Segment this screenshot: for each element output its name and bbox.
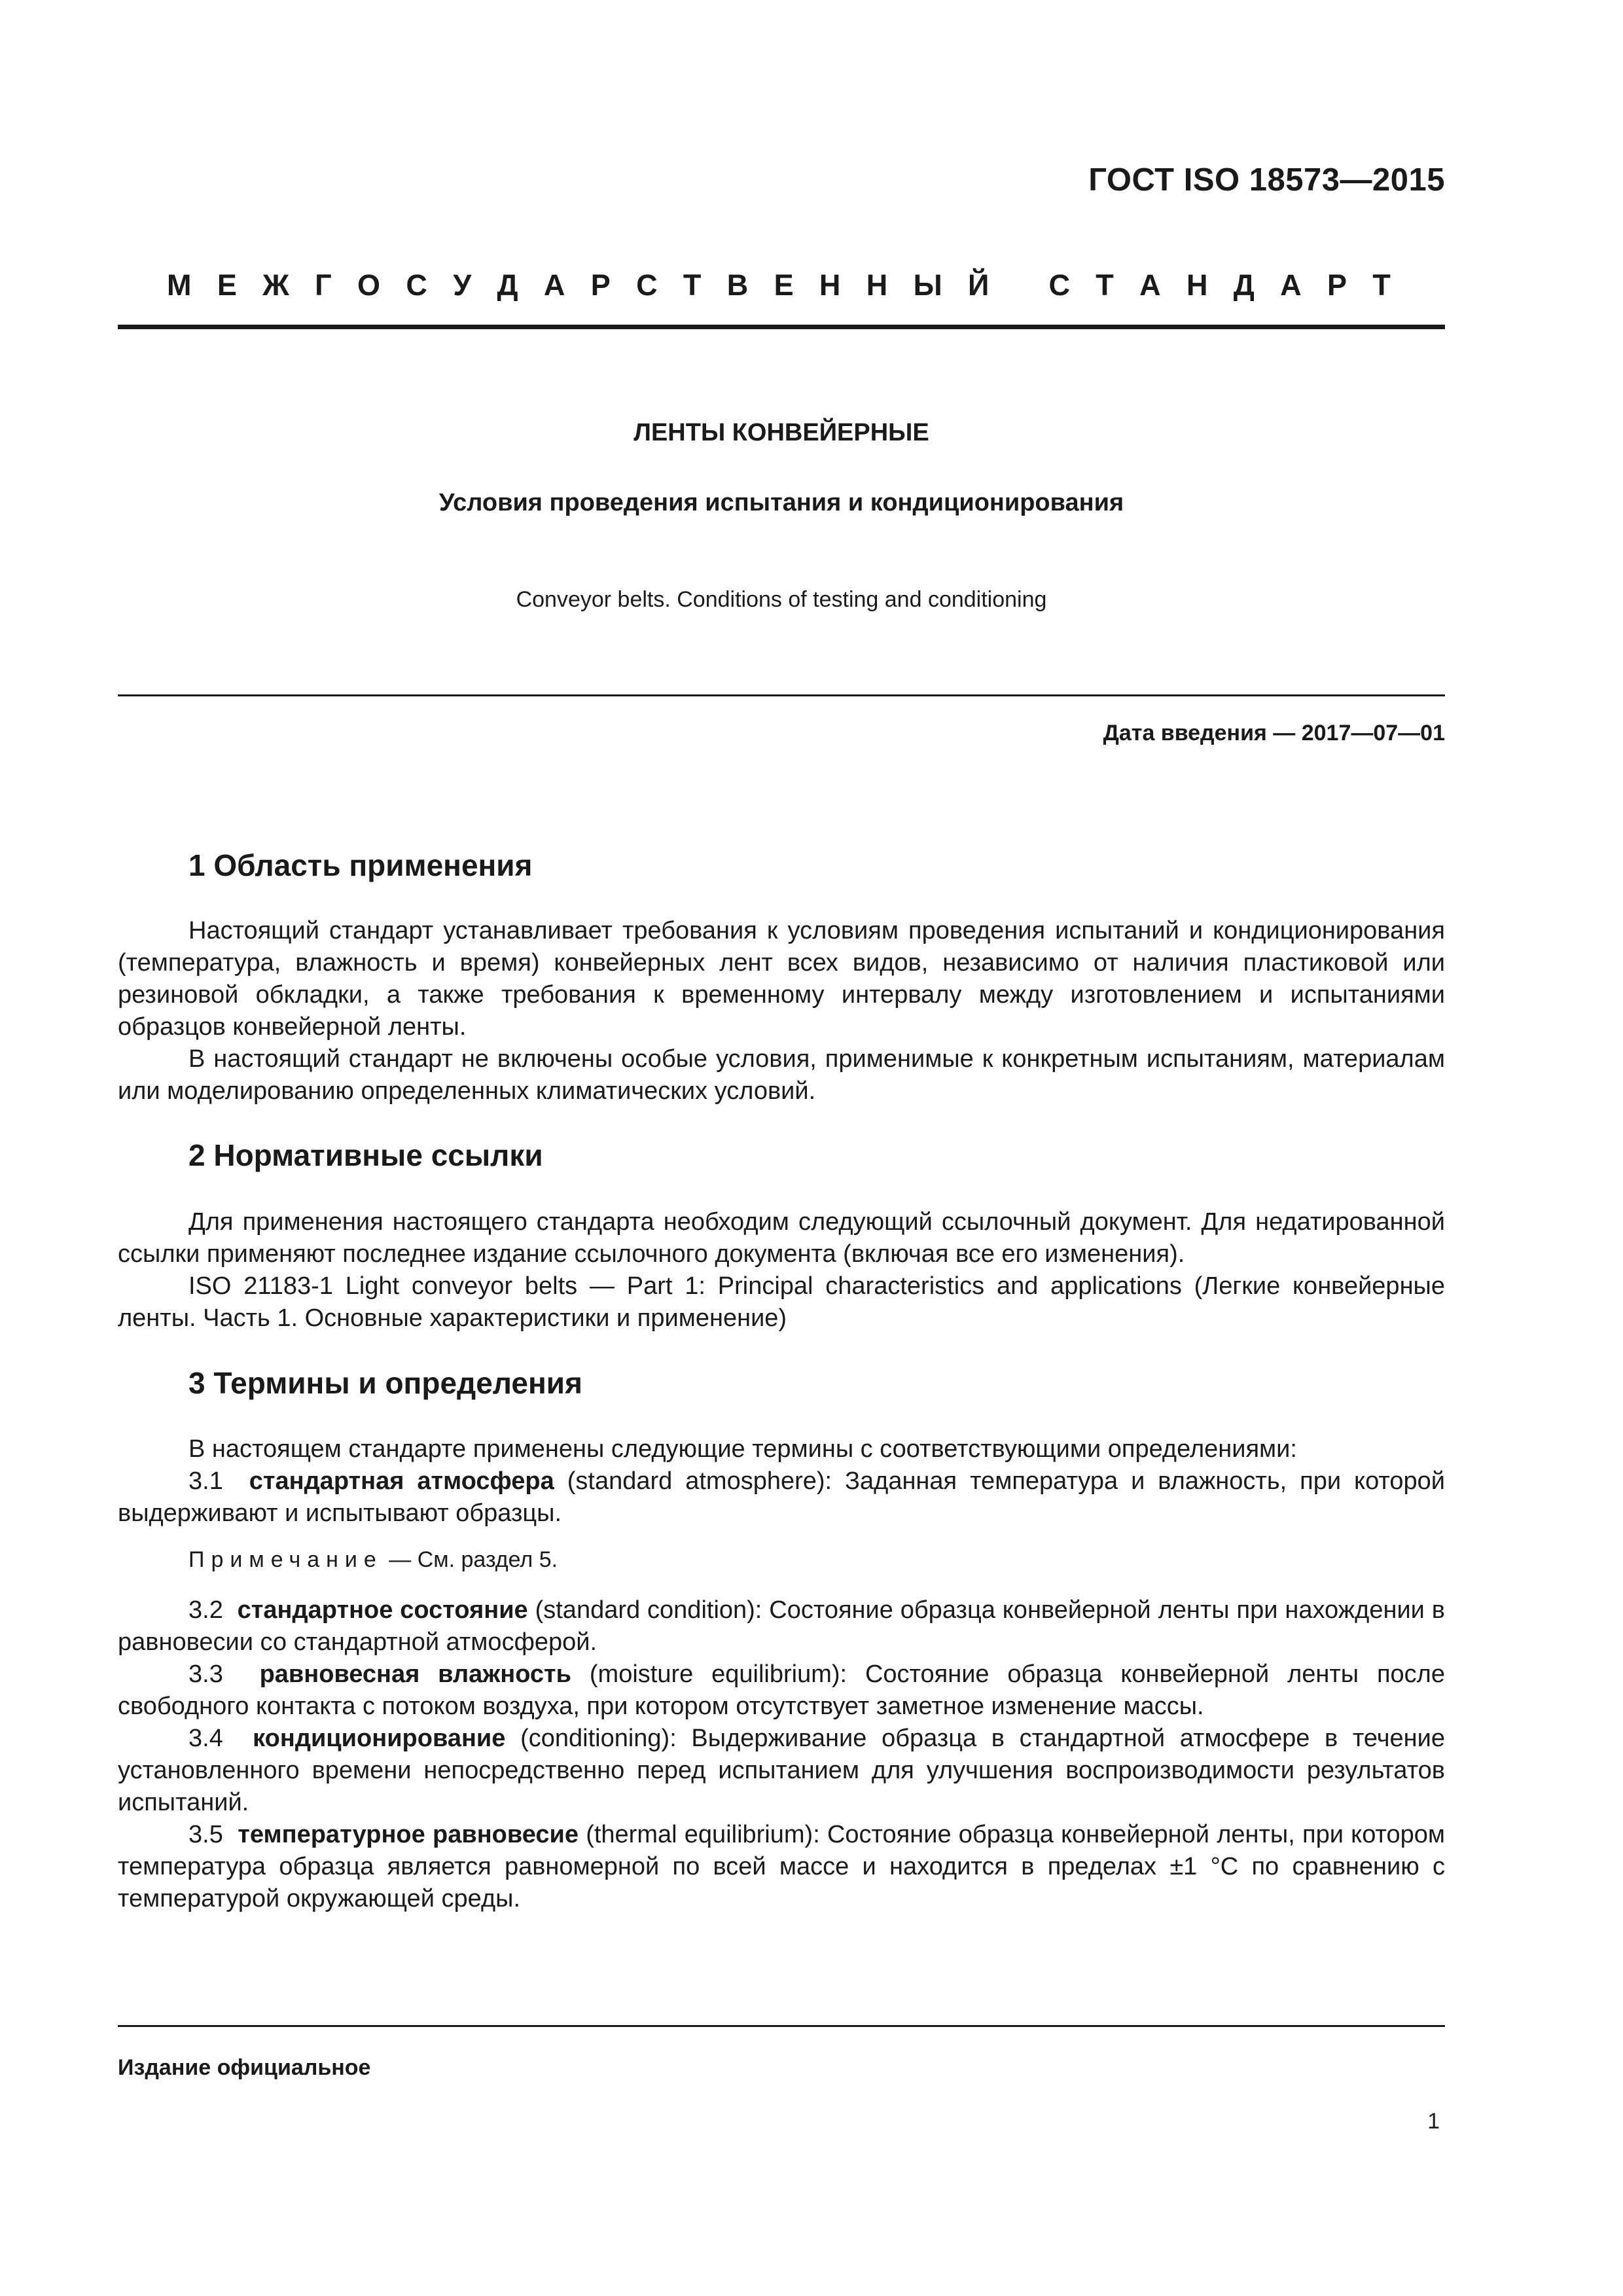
banner-letter: С (406, 268, 427, 302)
banner-letter: Ы (913, 268, 942, 302)
banner-letter: В (726, 268, 749, 302)
banner-letter: Г (315, 268, 332, 302)
note-text: — См. раздел 5. (382, 1547, 558, 1572)
footer-rule (118, 2025, 1445, 2027)
term-definition: (standard condition): Состояние образца конвейерной ленты при нахождении в равновесии со стандартной атмосферой. (118, 1596, 1445, 1656)
section-1-paragraph-2: В настоящий стандарт не включены особые условия, применимые к конкретным испытаниям, материалам или моделированию определенных климатических условий. (118, 1045, 1445, 1105)
term-number: 3.5 (188, 1821, 223, 1848)
banner-letter: М (167, 268, 192, 302)
term-3-1 (118, 1465, 1445, 1530)
banner-letter: С (636, 268, 658, 302)
introduction-date: Дата введения — 2017—07—01 (1103, 721, 1445, 745)
document-title: ЛЕНТЫ КОНВЕЙЕРНЫЕ (633, 419, 929, 446)
banner-letter: Д (1233, 268, 1255, 302)
term-number: 3.4 (188, 1725, 223, 1752)
term-definition: (standard atmosphere): Заданная температура и влажность, при которой выдерживают и испытывают образцы. (118, 1467, 1445, 1527)
term-definition: (moisture equilibrium): Состояние образца конвейерной ленты после свободного контакта с потоком воздуха, при котором отсутствует заметное изменение массы. (118, 1660, 1445, 1720)
term-name: равновесная влажность (259, 1660, 572, 1688)
term-3-5 (118, 1819, 1445, 1915)
banner-letter: Ж (262, 268, 289, 302)
banner-letter (1015, 268, 1024, 302)
section-2-paragraph-1: Для применения настоящего стандарта необходим следующий ссылочный документ. Для недатированной ссылки применяют последнее издание ссылочного документа (включая все его изменения). (118, 1208, 1445, 1268)
banner-letter: Й (967, 268, 990, 302)
banner-letter: Е (774, 268, 794, 302)
banner-letter: Т (1096, 268, 1114, 302)
banner-letter: Н (1186, 268, 1208, 302)
banner-letter: Т (1372, 268, 1391, 302)
banner-letter: А (1280, 268, 1302, 302)
term-number: 3.3 (188, 1660, 223, 1688)
term-name: кондиционирование (253, 1725, 506, 1752)
term-3-3 (118, 1659, 1445, 1723)
section-2-heading: 2 Нормативные ссылки (188, 1138, 543, 1172)
banner-letter: У (453, 268, 472, 302)
term-name: температурное равновесие (238, 1821, 579, 1848)
section-3-intro: В настоящем стандарте применены следующие термины с соответствующими определениями: (188, 1435, 1297, 1463)
header-rule (118, 325, 1445, 329)
banner-letter: Р (1327, 268, 1347, 302)
term-number: 3.1 (188, 1467, 223, 1495)
interstate-standard-banner (167, 268, 1391, 302)
term-name: стандартное состояние (237, 1596, 528, 1624)
banner-letter: Е (217, 268, 237, 302)
banner-letter: Т (683, 268, 702, 302)
term-3-2 (118, 1594, 1445, 1659)
banner-letter: А (543, 268, 565, 302)
note-3-1 (188, 1547, 558, 1573)
banner-letter: А (1139, 268, 1161, 302)
banner-letter: Н (866, 268, 888, 302)
term-definition: (conditioning): Выдерживание образца в стандартной атмосфере в течение установленного времени непосредственно перед испытанием для улучшения воспроизводимости результатов испытаний. (118, 1725, 1445, 1816)
title-rule (118, 694, 1445, 696)
term-number: 3.2 (188, 1596, 223, 1624)
banner-letter: С (1048, 268, 1070, 302)
official-edition-label: Издание официальное (118, 2055, 371, 2080)
banner-letter: Д (497, 268, 518, 302)
banner-letter: Н (819, 268, 841, 302)
term-definition: (thermal equilibrium): Состояние образца конвейерной ленты, при котором температура образца является равномерной по всей массе и находится в пределах ±1 °C по сравнению с температурой окружающей среды. (118, 1821, 1445, 1912)
term-name: стандартная атмосфера (249, 1467, 554, 1495)
section-3-heading: 3 Термины и определения (188, 1366, 582, 1400)
note-label: Примечание (188, 1547, 383, 1572)
english-title: Conveyor belts. Conditions of testing and conditioning (516, 587, 1047, 612)
section-2-reference: ISO 21183-1 Light conveyor belts — Part 1: Principal characteristics and applications (Легкие конвейерные ленты. Часть 1. Основные характеристики и применение) (118, 1272, 1445, 1332)
term-3-4 (118, 1723, 1445, 1819)
section-1-heading: 1 Область применения (188, 848, 533, 882)
document-subtitle: Условия проведения испытания и кондиционирования (438, 489, 1124, 516)
banner-letter: О (357, 268, 381, 302)
standard-number: ГОСТ ISO 18573—2015 (1088, 162, 1445, 198)
banner-letter: Р (590, 268, 611, 302)
page-number: 1 (1427, 2109, 1440, 2134)
section-1-paragraph-1: Настоящий стандарт устанавливает требования к условиям проведения испытаний и кондиционирования (температура, влажность и время) конвейерных лент всех видов, независимо от наличия пластиковой или резиновой обкладки, а также требования к временному интервалу между изготовлением и испытаниями образцов конвейерной ленты. (118, 917, 1445, 1041)
